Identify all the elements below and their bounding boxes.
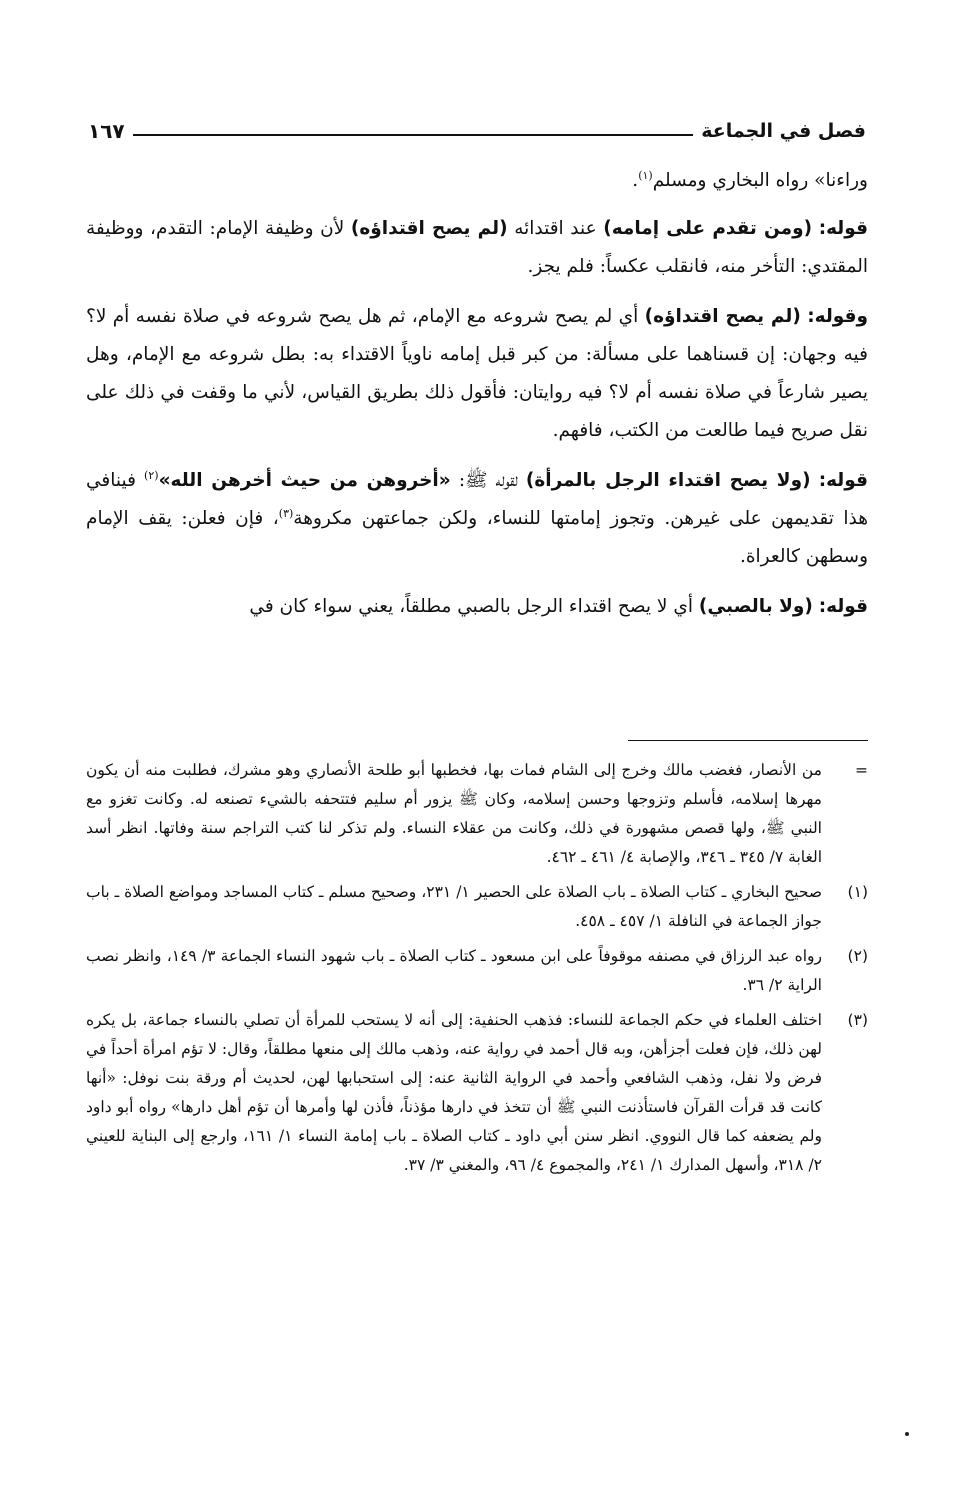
- running-header: [88, 118, 866, 144]
- page-number: ١٦٧: [88, 119, 125, 143]
- matn-quote: (ولا يصح اقتداء الرجل بالمرأة): [525, 470, 811, 491]
- matn-quote: (لم يصح اقتداؤه): [644, 306, 801, 327]
- footnote: [86, 1006, 868, 1180]
- footnotes: [86, 756, 868, 1186]
- paragraph: [86, 210, 868, 286]
- footnote-number: (١): [847, 883, 868, 901]
- footnote-text: صحيح البخاري ـ كتاب الصلاة ـ باب الصلاة على الحصير ١/ ٢٣١، وصحيح مسلم ـ كتاب المساجد ومواضع الصلاة ـ باب جواز الجماعة في النافلة ١/ ٤٥٧ ـ ٤٥٨.: [86, 883, 823, 930]
- paragraph-text: لأن وظيفة الإمام: التقدم، ووظيفة المقتدي: التأخر منه، فانقلب عكساً: فلم يجز.: [86, 218, 868, 277]
- header-rule: [133, 134, 694, 136]
- footnote-number: (٣): [847, 1011, 868, 1029]
- paragraph: [86, 588, 868, 626]
- commentary-keyword: قوله:: [818, 596, 868, 617]
- commentary-keyword: قوله:: [818, 218, 868, 239]
- paragraph-continuation: [86, 162, 868, 200]
- commentary-keyword: قوله:: [818, 470, 868, 491]
- paragraph-text: وراءنا» رواه البخاري ومسلم: [652, 170, 868, 191]
- matn-quote: (ولا بالصبي): [698, 596, 813, 617]
- footnote-ref: (٢): [144, 468, 159, 482]
- matn-quote: (ومن تقدم على إمامه): [603, 218, 813, 239]
- commentary-keyword: وقوله:: [807, 306, 868, 327]
- footnote-text: من الأنصار، فغضب مالك وخرج إلى الشام فمات بها، فخطبها أبو طلحة الأنصاري وهو مشرك، فطلبت منه أن يكون مهرها إسلامه، فأسلم وتزوجها وحسن إسلامه، وكان ﷺ يزور أم سليم فتتحفه بالشيء تصنعه له. وكانت تغزو مع النبي ﷺ، ولها قصص مشهورة في ذلك، وكانت من عقلاء النساء. ولم تذكر لنا كتب التراجم سنة وفاتها. انظر أسد الغابة ٧/ ٣٤٥ ـ ٣٤٦، والإصابة ٤/ ٤٦١ ـ ٤٦٢.: [86, 761, 822, 866]
- paragraph-text: ، فإن فعلن: يقف الإمام وسطهن كالعراة.: [86, 508, 868, 567]
- paragraph-text: لقوله ﷺ:: [450, 470, 526, 491]
- footnote: [86, 878, 868, 936]
- footnote-ref: (٣): [278, 506, 294, 520]
- matn-quote: (لم يصح اقتداؤه): [350, 218, 508, 239]
- paragraph-text: أي لم يصح شروعه مع الإمام، ثم هل يصح شروعه في صلاة نفسه أم لا؟ فيه وجهان: إن قسناهما على مسألة: من كبر قبل إمامه ناوياً الاقتداء به: بطل شروعه مع الإمام، وهل يصير شارعاً في صلاة نفسه أم لا؟ فيه روايتان: فأقول ذلك بطريق القياس، لأني ما وقفت في ذلك على نقل صريح فيما طالعت من الكتب، فافهم.: [86, 306, 868, 441]
- footnote-ref: (١): [638, 168, 653, 182]
- paragraph-text: فينافي هذا تقديمهن على غيرهن. وتجوز إمامتها للنساء، ولكن جماعتهن مكروهة: [86, 470, 869, 529]
- footnote-number: (٢): [847, 947, 868, 965]
- footnote-text: رواه عبد الرزاق في مصنفه موقوفاً على ابن مسعود ـ كتاب الصلاة ـ باب شهود النساء الجماعة ٣/ ١٤٩، وانظر نصب الراية ٢/ ٣٦.: [86, 947, 822, 994]
- footnote-number: =: [855, 761, 868, 779]
- hadith-quote: «أخروهن من حيث أخرهن الله»: [158, 470, 451, 491]
- main-text: [86, 162, 868, 638]
- footnote-text: اختلف العلماء في حكم الجماعة للنساء: فذهب الحنفية: إلى أنه لا يستحب للمرأة أن تصلي بالنساء جماعة، بل يكره لهن ذلك، فإن فعلت أجزأهن، وبه قال أحمد في رواية عنه، وذهب مالك إلى منعها مطلقاً، وقال: لا تؤم امرأة أحداً في فرض ولا نفل، وذهب الشافعي وأحمد في الرواية الثانية عنه: إلى استحبابها لهن، لحديث أم ورقة بنت نوفل: «أنها كانت قد قرأت القرآن فاستأذنت النبي ﷺ أن تتخذ في دارها مؤذناً، فأذن لها وأمرها أن تؤم أهل دارها» رواه أبو داود ولم يضعفه كما قال النووي. انظر سنن أبي داود ـ كتاب الصلاة ـ باب إمامة النساء ١/ ١٦١، وارجع إلى البناية للعيني ٢/ ٣١٨، وأسهل المدارك ١/ ٢٤١، والمجموع ٤/ ٩٦، والمغني ٣/ ٣٧.: [86, 1011, 822, 1174]
- paragraph-text: أي لا يصح اقتداء الرجل بالصبي مطلقاً، يعني سواء كان في: [249, 596, 699, 617]
- paragraph: [86, 298, 868, 450]
- chapter-title: فصل في الجماعة: [701, 120, 866, 142]
- footnote-separator: [628, 740, 868, 741]
- footnote: [86, 756, 868, 872]
- print-mark: [905, 1432, 909, 1436]
- paragraph-text: عند اقتدائه: [507, 218, 604, 239]
- paragraph: [86, 462, 868, 576]
- footnote: [86, 942, 868, 1000]
- paragraph-text: .: [632, 170, 639, 191]
